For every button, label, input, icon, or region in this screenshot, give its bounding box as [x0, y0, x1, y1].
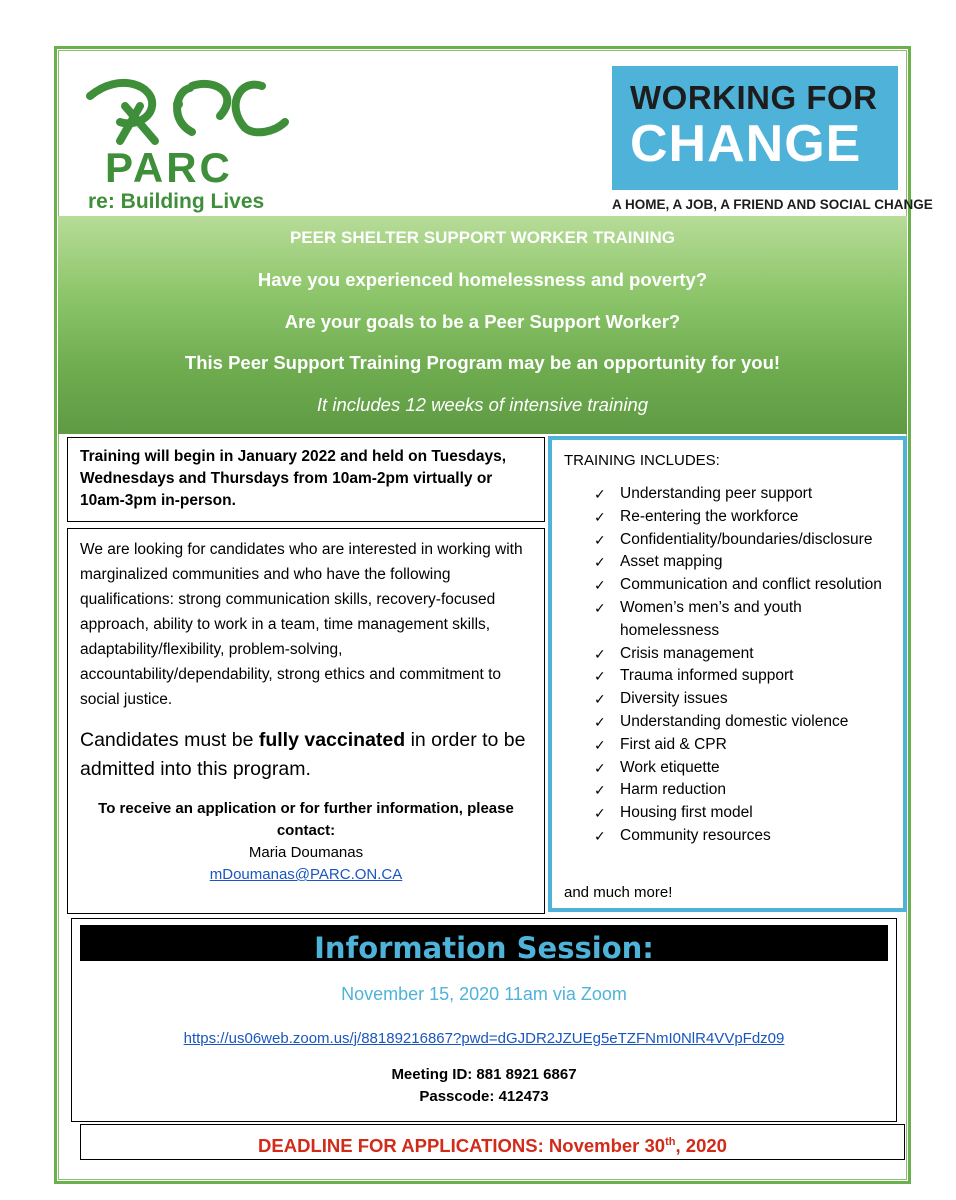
- training-item: [564, 574, 891, 597]
- contact-heading: To receive an application or for further information, please contact:: [98, 800, 514, 839]
- banner-title: PEER SHELTER SUPPORT WORKER TRAINING: [289, 228, 676, 247]
- candidates-box: [67, 528, 545, 914]
- vacc-bold: fully vaccinated: [258, 729, 406, 751]
- wfc-line1: WORKING FOR: [630, 79, 878, 116]
- training-item: [564, 688, 891, 711]
- checkmark-icon: ✓: [594, 713, 606, 730]
- banner-question-1: Have you experienced homelessness and poverty?: [257, 269, 708, 290]
- checkmark-icon: ✓: [594, 577, 606, 594]
- training-item-label: First aid & CPR: [620, 735, 727, 753]
- training-item: [564, 551, 891, 574]
- training-item-label: Trauma informed support: [620, 667, 794, 685]
- info-session-title: Information Session:: [314, 931, 654, 965]
- training-includes-box: [548, 436, 907, 912]
- training-item-label: Crisis management: [620, 644, 754, 662]
- checkmark-icon: ✓: [594, 668, 606, 685]
- training-item: [564, 597, 891, 643]
- checkmark-icon: ✓: [594, 805, 606, 822]
- training-item-label: Women’s men’s and youth homelessness: [620, 598, 802, 639]
- training-item: [564, 825, 891, 848]
- checkmark-icon: ✓: [594, 827, 606, 844]
- passcode: Passcode: 412473: [419, 1088, 549, 1105]
- parc-tagline: re: Building Lives: [88, 190, 265, 213]
- training-item: [564, 779, 891, 802]
- schedule-text: Training will begin in January 2022 and held on Tuesdays, Wednesdays and Thursdays from 10am-2pm virtually or 10am-3pm in-person.: [80, 448, 507, 509]
- training-item: [564, 802, 891, 825]
- checkmark-icon: ✓: [594, 486, 606, 502]
- working-for-change-logo: [612, 66, 898, 190]
- training-item-label: Diversity issues: [620, 690, 728, 708]
- deadline-suffix: , 2020: [675, 1135, 727, 1157]
- checkmark-icon: ✓: [594, 736, 606, 753]
- checkmark-icon: ✓: [594, 599, 606, 616]
- training-item: [564, 665, 891, 688]
- deadline-box: [80, 1124, 905, 1160]
- checkmark-icon: ✓: [594, 508, 606, 525]
- training-item-label: Asset mapping: [620, 553, 723, 571]
- schedule-box: [67, 437, 545, 522]
- training-item: [564, 483, 891, 506]
- info-session-date: November 15, 2020 11am via Zoom: [341, 984, 627, 1004]
- contact-email-link[interactable]: mDoumanas@PARC.ON.CA: [209, 866, 403, 883]
- zoom-link[interactable]: https://us06web.zoom.us/j/88189216867?pwd=dGJDR2JZUEg5eTZFNmI0NlR4VVpFdz09: [183, 1030, 785, 1047]
- qualifications-text: We are looking for candidates who are interested in working with marginalized communities and who have the following qualifications: strong communication skills, recovery-focused approach, ability to work in a team, time management skills, adaptability/flexibility, problem-solving, accountability/dependability, strong ethics and commitment to social justice.: [80, 541, 523, 708]
- contact-block: [80, 798, 532, 886]
- banner-opportunity: This Peer Support Training Program may be an opportunity for you!: [184, 352, 781, 373]
- contact-name: Maria Doumanas: [248, 844, 364, 861]
- training-includes-title: TRAINING INCLUDES:: [564, 452, 720, 469]
- info-session-title-bar: [80, 925, 888, 965]
- training-includes-list: [564, 483, 891, 848]
- wfc-line2: CHANGE: [630, 115, 862, 173]
- checkmark-icon: ✓: [594, 759, 606, 776]
- checkmark-icon: ✓: [594, 782, 606, 799]
- training-item-label: Housing first model: [620, 804, 753, 822]
- training-item-label: Work etiquette: [620, 758, 720, 776]
- banner-weeks: It includes 12 weeks of intensive training: [316, 394, 649, 415]
- training-item: [564, 757, 891, 780]
- training-item: [564, 643, 891, 666]
- meeting-id: Meeting ID: 881 8921 6867: [391, 1066, 577, 1083]
- training-item: [564, 506, 891, 529]
- training-item-label: Understanding peer support: [620, 485, 813, 502]
- deadline-prefix: DEADLINE FOR APPLICATIONS: November 30: [258, 1135, 666, 1157]
- vacc-pre: Candidates must be: [80, 729, 259, 751]
- training-item-label: Harm reduction: [620, 781, 726, 799]
- checkmark-icon: ✓: [594, 554, 606, 571]
- training-item: [564, 529, 891, 552]
- deadline-sup: th: [665, 1136, 676, 1148]
- training-includes-more: and much more!: [564, 884, 673, 901]
- intro-banner: [58, 216, 907, 434]
- checkmark-icon: ✓: [594, 531, 606, 548]
- vacc-post: in order to be admitted into this program.: [80, 729, 526, 780]
- training-item-label: Communication and conflict resolution: [620, 576, 882, 594]
- checkmark-icon: ✓: [594, 645, 606, 662]
- wfc-slogan: A HOME, A JOB, A FRIEND AND SOCIAL CHANGE: [612, 197, 933, 212]
- vaccination-notice: [80, 726, 532, 784]
- checkmark-icon: ✓: [594, 691, 606, 708]
- training-item-label: Confidentiality/boundaries/disclosure: [620, 530, 873, 548]
- training-item-label: Community resources: [620, 826, 771, 844]
- training-item-label: Re-entering the workforce: [620, 507, 799, 525]
- parc-name: PARC: [105, 144, 233, 191]
- training-item-label: Understanding domestic violence: [620, 712, 849, 730]
- info-session-box: [71, 918, 897, 1122]
- training-item: [564, 734, 891, 757]
- banner-question-2: Are your goals to be a Peer Support Worker?: [284, 311, 681, 332]
- training-item: [564, 711, 891, 734]
